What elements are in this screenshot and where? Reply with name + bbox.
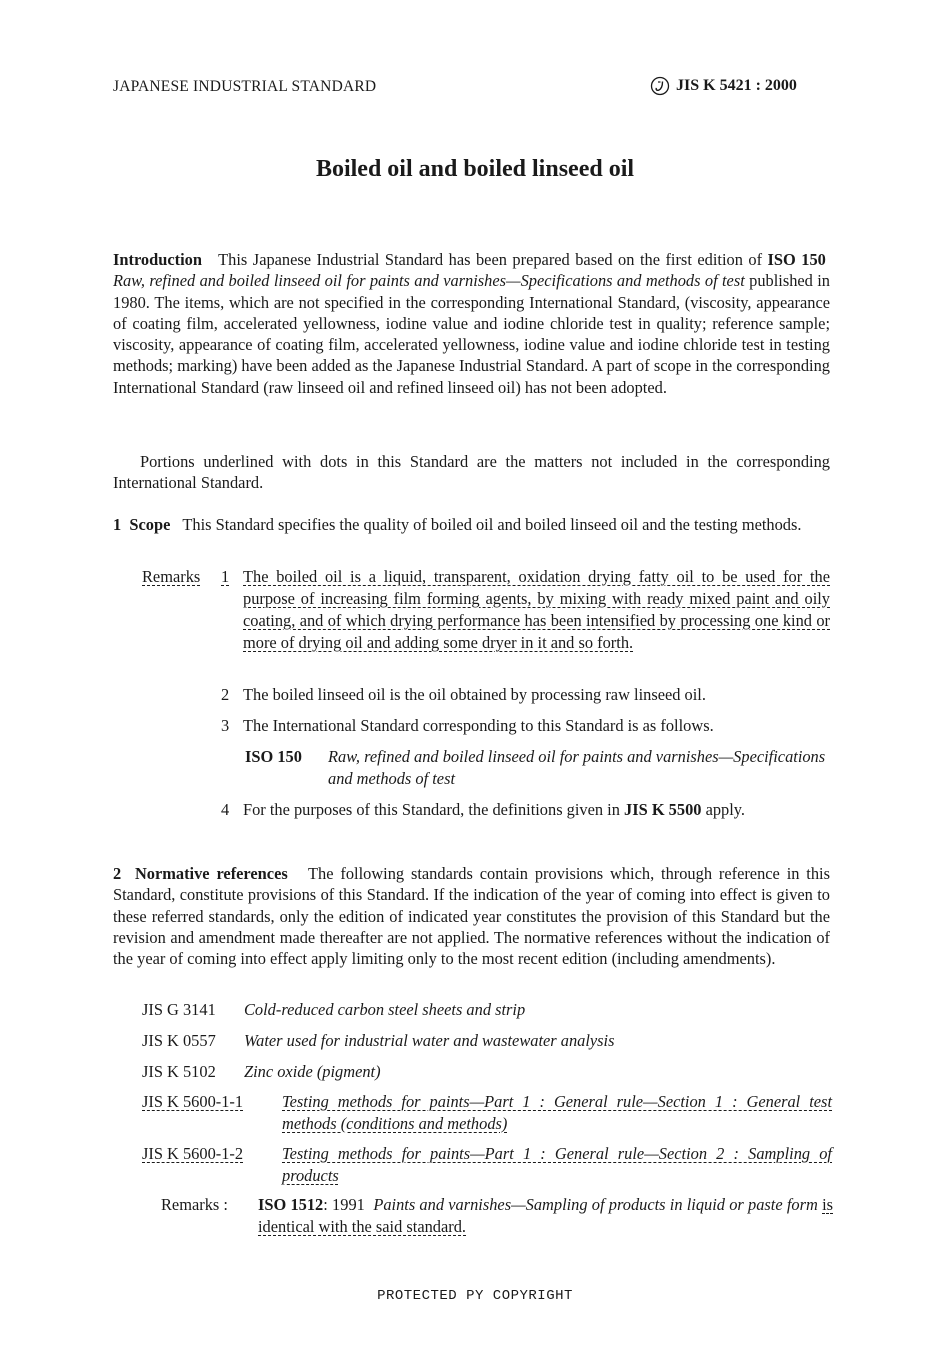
- introduction-heading: Introduction: [113, 250, 202, 269]
- normative-remark-tail: is identical with the said standard.: [258, 1195, 833, 1236]
- jis-mark-icon: [650, 76, 670, 96]
- introduction-iso-ref: ISO 150: [767, 250, 826, 269]
- remark-4-text-1: For the purposes of this Standard, the definitions given in: [243, 800, 620, 819]
- document-title: Boiled oil and boiled linseed oil: [315, 156, 635, 182]
- reference-title: Water used for industrial water and wastewater analysis: [244, 1031, 615, 1050]
- reference-item: [142, 999, 842, 1021]
- scope-remark-1: [0, 566, 950, 676]
- reference-title: Testing methods for paints—Part 1 : General rule—Section 1 : General test methods (conditions and methods): [282, 1092, 832, 1133]
- reference-code: JIS G 3141: [142, 1000, 216, 1019]
- scope-number: 1: [113, 515, 122, 534]
- introduction-iso-title: Raw, refined and boiled linseed oil for paints and varnishes—Specifications and methods of test: [113, 271, 745, 291]
- remark-4-ref: JIS K 5500: [624, 800, 702, 819]
- reference-item: [142, 1143, 842, 1187]
- reference-title: Cold-reduced carbon steel sheets and strip: [244, 1000, 526, 1019]
- reference-code: JIS K 5600-1-2: [142, 1144, 244, 1163]
- iso-code: ISO 150: [245, 747, 302, 766]
- scope-remark-4: [0, 799, 950, 843]
- introduction-text-2: published in 1980. The items, which are not specified in the corresponding International Standard, (viscosity, appearance of coating film, accelerated yellowness, iodine value and iodine chloride test in quality; reference sample; viscosity, appearance of coating film, accelerated yellowness, iodine value and iodine chloride test in testing methods; marking) have been added as the Japanese Industrial Standard. A part of scope in the corresponding International Standard (raw linseed oil and refined linseed oil) has not been adopted.: [113, 271, 830, 397]
- header-jis-code: JIS K 5421 : 2000: [676, 77, 797, 94]
- header-standard-label: JAPANESE INDUSTRIAL STANDARD: [113, 78, 377, 95]
- corresponding-iso-block: [0, 746, 950, 790]
- scope-remark-2: [0, 684, 950, 708]
- reference-item: [142, 1061, 842, 1083]
- reference-code: JIS K 0557: [142, 1031, 216, 1050]
- introduction-text-1: This Japanese Industrial Standard has been prepared based on the first edition of: [218, 250, 763, 269]
- remark-text: The boiled linseed oil is the oil obtained by processing raw linseed oil.: [243, 685, 706, 704]
- remark-number: 4: [221, 800, 230, 819]
- reference-item: [142, 1091, 842, 1135]
- normative-remark: [0, 1194, 950, 1238]
- reference-code: JIS K 5102: [142, 1062, 216, 1081]
- normative-references-paragraph: [113, 863, 830, 969]
- remark-number: 1: [221, 567, 230, 586]
- normative-text: The following standards contain provisions which, through reference in this Standard, constitute provisions of this Standard. If the indication of the year of coming into effect is given to these referred standards, only the edition of indicated year constitutes the provision of this Standard but the revision and amendment made thereafter are not applied. The normative references without the indication of the year of coming into effect apply limiting only to the most recent edition (including amendments).: [113, 864, 830, 969]
- scope-text: This Standard specifies the quality of boiled oil and boiled linseed oil and the testing methods.: [182, 515, 802, 534]
- reference-item: [142, 1030, 842, 1052]
- reference-title: Testing methods for paints—Part 1 : General rule—Section 2 : Sampling of products: [282, 1144, 832, 1185]
- normative-heading: Normative references: [134, 864, 288, 883]
- iso-title: Raw, refined and boiled linseed oil for paints and varnishes—Specifications and methods of test: [328, 747, 826, 788]
- reference-title: Zinc oxide (pigment): [244, 1062, 381, 1081]
- remark-text: The boiled oil is a liquid, transparent, oxidation drying fatty oil to be used for the purpose of increasing film forming agents, by mixing with ready mixed paint and oily coating, and of which drying performance has been intensified by processing one kind or more of drying oil and adding some dryer in it and so forth.: [243, 567, 830, 652]
- normative-remark-label: Remarks :: [161, 1195, 228, 1214]
- scope-heading: Scope: [129, 515, 171, 534]
- scope-paragraph: [113, 514, 830, 535]
- remark-number: 3: [221, 716, 230, 735]
- remark-text: The International Standard corresponding to this Standard is as follows.: [243, 716, 714, 735]
- remark-4-text-2: apply.: [705, 800, 746, 819]
- remarks-label: Remarks: [142, 567, 201, 586]
- header-standard-number: [650, 76, 797, 96]
- normative-number: 2: [113, 864, 122, 883]
- normative-remark-text: [258, 1194, 833, 1238]
- normative-remark-title: Paints and varnishes—Sampling of products in liquid or paste form: [373, 1195, 818, 1214]
- copyright-footer: PROTECTED PY COPYRIGHT: [377, 1288, 573, 1304]
- normative-remark-year: : 1991: [323, 1195, 365, 1214]
- remark-number: 2: [221, 685, 230, 704]
- dotted-underline-note: Portions underlined with dots in this Standard are the matters not included in the corresponding International Standard.: [113, 452, 830, 493]
- scope-remark-3: [0, 715, 950, 739]
- remark-text: [243, 799, 830, 821]
- introduction-paragraph: [113, 249, 830, 398]
- reference-code: JIS K 5600-1-1: [142, 1092, 244, 1111]
- normative-remark-code: ISO 1512: [258, 1195, 324, 1214]
